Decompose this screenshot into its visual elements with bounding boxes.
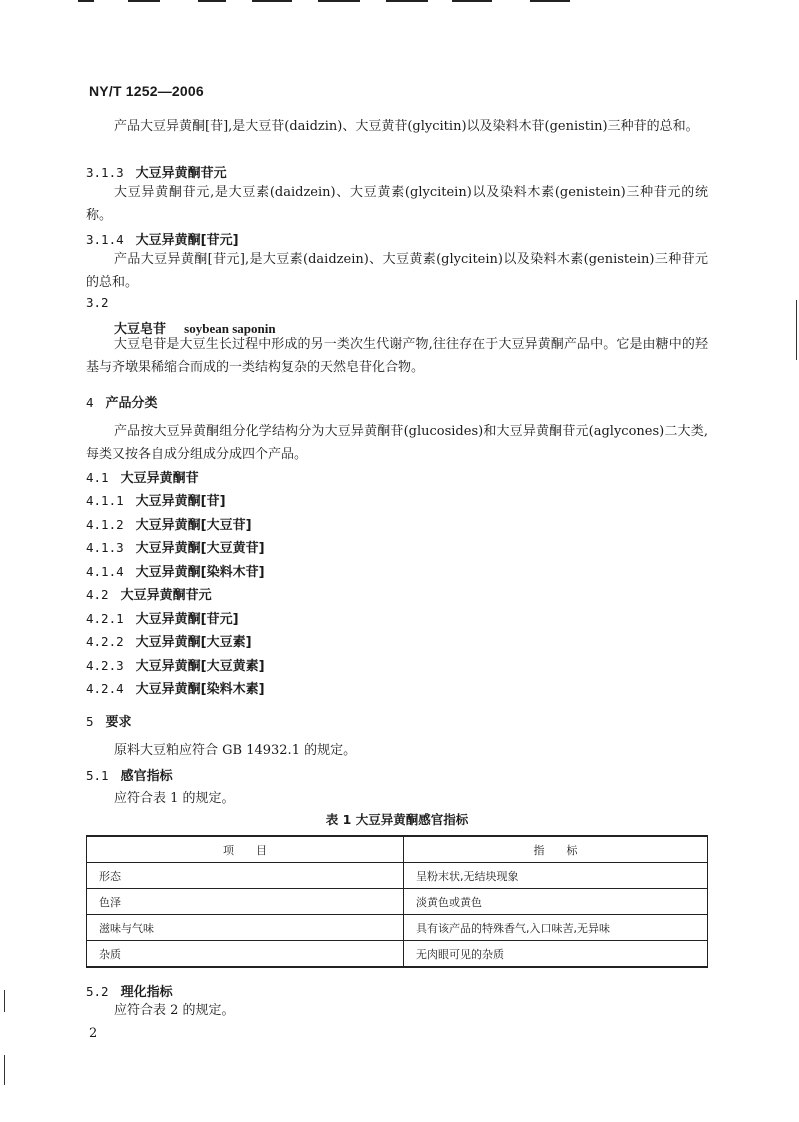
section-title: 大豆异黄酮[大豆黄苷] (135, 541, 265, 556)
section-number: 4.2.1 (86, 611, 124, 626)
paragraph-5-1: 应符合表 1 的规定。 (114, 791, 235, 806)
paragraph-intro: 产品大豆异黄酮[苷],是大豆苷(daidzin)、大豆黄苷(glycitin)以及染料木苷(genistin)三种苷的总和。 (114, 119, 699, 134)
heading-4-1 (86, 467, 199, 486)
paragraph-3-1-4: 产品大豆异黄酮[苷元],是大豆素(daidzein)、大豆黄素(glycitein)以及染料木素(genistein)三种苷元的总和。 (86, 252, 708, 290)
section-title: 大豆异黄酮[苷] (135, 494, 226, 509)
scan-mark (452, 0, 492, 2)
table-cell: 无肉眼可见的杂质 (404, 941, 708, 968)
table-cell: 形态 (87, 863, 404, 889)
table-cell: 淡黄色或黄色 (404, 889, 708, 915)
section-number: 5 (86, 714, 94, 729)
section-number: 4.1.4 (86, 564, 124, 579)
term-en: soybean saponin (184, 321, 276, 336)
section-title: 要求 (105, 715, 132, 730)
term-cn: 大豆皂苷 (114, 322, 167, 337)
table-row (87, 863, 708, 889)
section-number: 5.2 (86, 984, 109, 999)
section-title: 产品分类 (105, 396, 158, 411)
table-header-row (87, 836, 708, 863)
heading-5-1 (86, 765, 173, 784)
table-cell: 色泽 (87, 889, 404, 915)
section-title: 大豆异黄酮[大豆黄素] (135, 659, 265, 674)
heading-4-1-2 (86, 514, 252, 533)
page-header: NY/T 1252—2006 (89, 83, 204, 99)
table-caption: 表 1 大豆异黄酮感官指标 (325, 812, 469, 827)
heading-5-2 (86, 981, 173, 1000)
column-header-spec: 指 标 (404, 836, 708, 863)
heading-5 (86, 711, 132, 730)
table-row (87, 941, 708, 968)
table-cell: 呈粉末状,无结块现象 (404, 863, 708, 889)
scan-mark (128, 0, 160, 2)
heading-4-2-4 (86, 678, 265, 697)
paragraph-5: 原料大豆粕应符合 GB 14932.1 的规定。 (114, 743, 357, 758)
scan-edge-line (4, 990, 5, 1012)
scan-edge-line (796, 300, 797, 360)
section-number: 3.1.4 (86, 232, 124, 247)
section-title: 感官指标 (120, 769, 173, 784)
section-number: 3.2 (86, 295, 109, 310)
scan-mark (198, 0, 226, 2)
section-number: 4.1.3 (86, 540, 124, 555)
heading-4-1-1 (86, 490, 226, 509)
table-row (87, 915, 708, 941)
heading-4-1-3 (86, 537, 265, 556)
section-number: 4.2.4 (86, 681, 124, 696)
heading-4-2-3 (86, 655, 265, 674)
paragraph-3-1-3: 大豆异黄酮苷元,是大豆素(daidzein)、大豆黄素(glycitein)以及染料木素(genistein)三种苷元的统称。 (86, 185, 708, 223)
page-number: 2 (89, 1026, 98, 1041)
section-number: 4.2 (86, 587, 109, 602)
paragraph-4: 产品按大豆异黄酮组分化学结构分为大豆异黄酮苷(glucosides)和大豆异黄酮苷元(aglycones)二大类,每类又按各自成分组成分成四个产品。 (86, 424, 708, 462)
section-number: 5.1 (86, 768, 109, 783)
section-number: 4.1.1 (86, 493, 124, 508)
section-title: 大豆异黄酮[大豆素] (135, 635, 252, 650)
section-title: 大豆异黄酮苷元 (135, 166, 227, 181)
scan-mark (78, 0, 94, 2)
section-title: 大豆异黄酮[苷元] (135, 612, 239, 627)
section-title: 大豆异黄酮[染料木苷] (135, 565, 265, 580)
table-row (87, 889, 708, 915)
paragraph-5-2: 应符合表 2 的规定。 (114, 1003, 235, 1018)
heading-4-1-4 (86, 561, 265, 580)
scan-edge-line (4, 1055, 5, 1085)
heading-3-1-4 (86, 229, 239, 248)
sensory-spec-table (86, 835, 708, 968)
section-title: 大豆异黄酮[苷元] (135, 233, 239, 248)
column-header-item: 项 目 (87, 836, 404, 863)
section-title: 大豆异黄酮苷 (120, 471, 199, 486)
scan-mark (386, 0, 428, 2)
heading-4-2 (86, 584, 212, 603)
section-number: 4.2.2 (86, 634, 124, 649)
section-number: 4 (86, 395, 94, 410)
section-title: 大豆异黄酮[大豆苷] (135, 518, 252, 533)
table-cell: 杂质 (87, 941, 404, 968)
heading-3-1-3 (86, 162, 227, 181)
section-number: 4.2.3 (86, 658, 124, 673)
section-title: 理化指标 (120, 985, 173, 1000)
table-cell: 具有该产品的特殊香气,入口味苦,无异味 (404, 915, 708, 941)
scan-mark (530, 0, 570, 2)
section-number: 4.1 (86, 470, 109, 485)
section-title: 大豆异黄酮[染料木素] (135, 682, 265, 697)
scan-mark (318, 0, 360, 2)
scan-mark (252, 0, 292, 2)
section-title: 大豆异黄酮苷元 (120, 588, 212, 603)
section-number: 4.1.2 (86, 517, 124, 532)
section-number: 3.1.3 (86, 165, 124, 180)
heading-4-2-1 (86, 608, 239, 627)
heading-3-2 (86, 295, 109, 311)
table-cell: 滋味与气味 (87, 915, 404, 941)
heading-4-2-2 (86, 631, 252, 650)
heading-4 (86, 392, 158, 411)
paragraph-3-2: 大豆皂苷是大豆生长过程中形成的另一类次生代谢产物,往往存在于大豆异黄酮产品中。它是由糖中的羟基与齐墩果稀缩合而成的一类结构复杂的天然皂苷化合物。 (86, 337, 708, 375)
